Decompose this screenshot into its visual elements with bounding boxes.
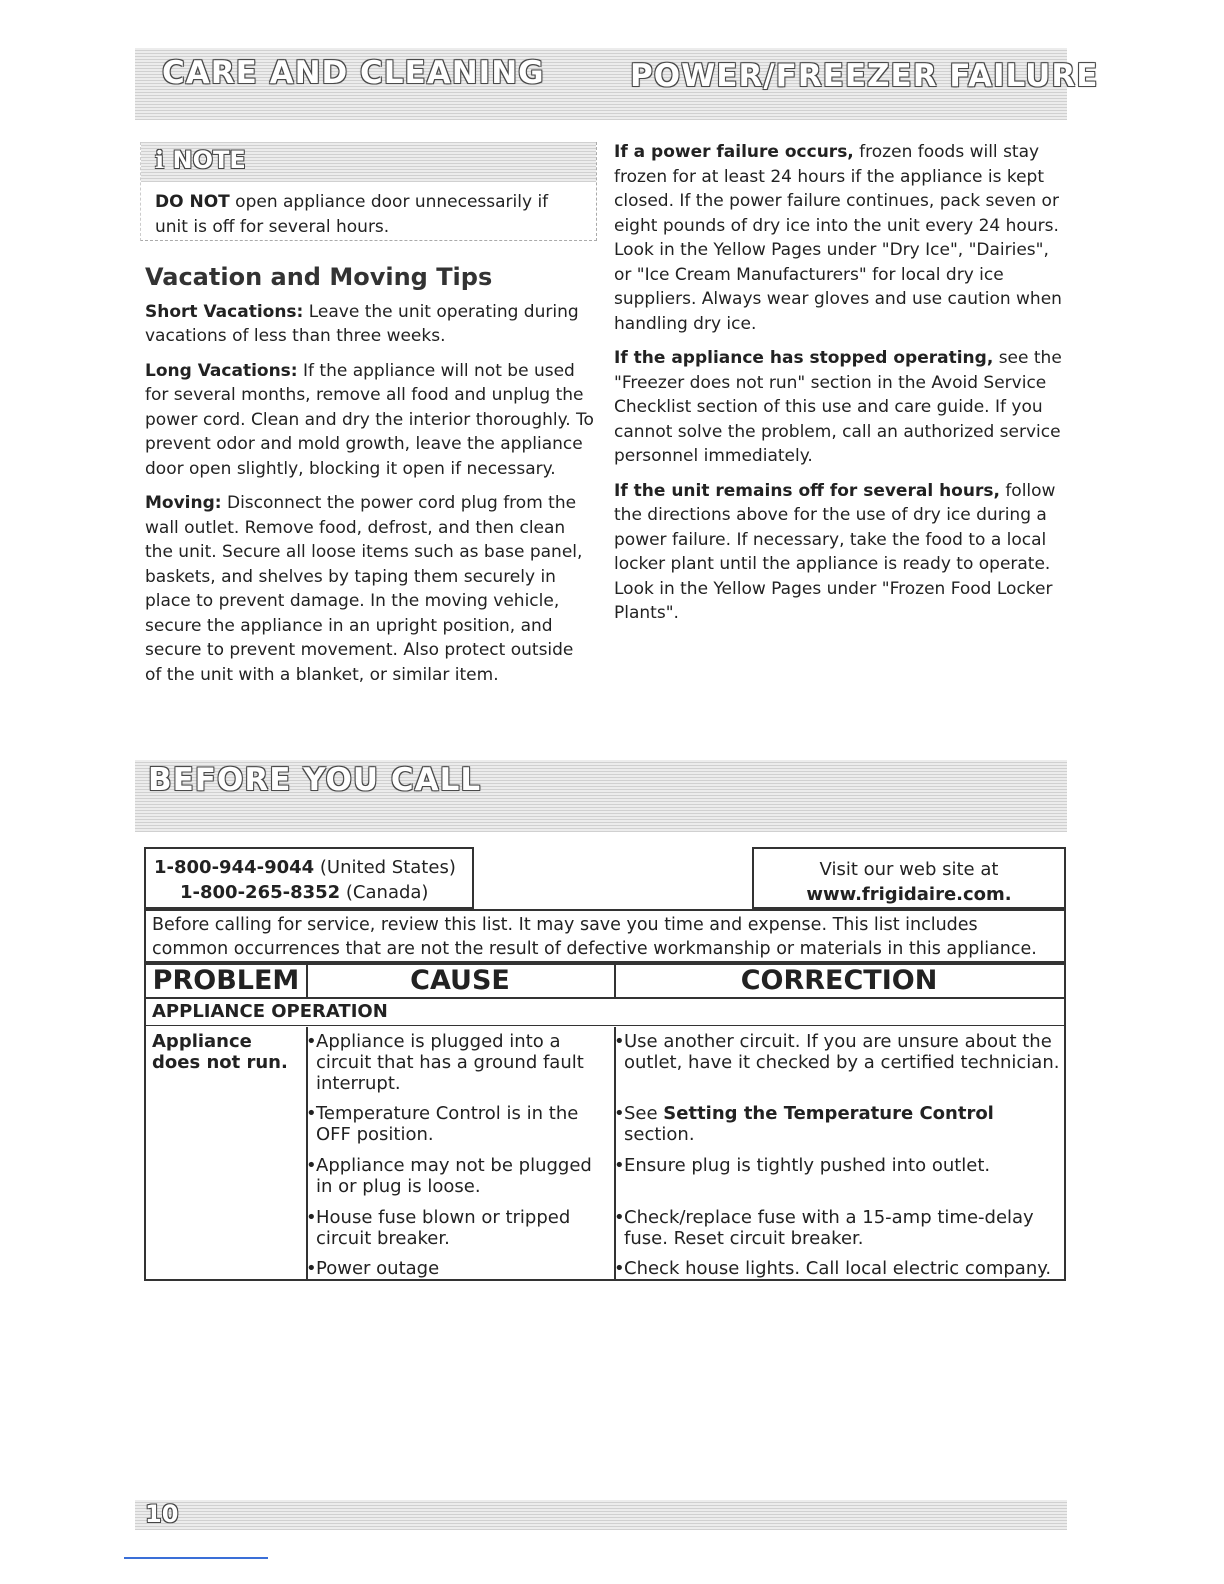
correction-cell: • Use another circuit. If you are unsure about the outlet, have it checked by a certified technician. xyxy=(614,1031,1060,1073)
care-cleaning-title: CARE AND CLEANING xyxy=(162,55,545,91)
header-problem: PROBLEM xyxy=(152,965,300,996)
divider xyxy=(306,1027,308,1281)
info-icon: ℹ xyxy=(155,146,165,174)
correction-cell: • See Setting the Temperature Control section. xyxy=(614,1103,994,1145)
cause-cell: • Power outage xyxy=(306,1258,440,1279)
phone-box: 1-800-944-9044 (United States) 1-800-265-8352 (Canada) xyxy=(144,847,474,909)
before-you-call-title: BEFORE YOU CALL xyxy=(148,762,482,798)
footer-band xyxy=(135,1500,1067,1530)
power-column xyxy=(614,140,1064,636)
phone-canada: 1-800-265-8352 xyxy=(180,882,341,903)
remains-off-paragraph: If the unit remains off for several hours, follow the directions above for the use of dry ice during a power failure. If necessary, take the food to a local locker plant until the appliance is ready to operate. Look in the Yellow Pages under "Frozen Food Locker Plants". xyxy=(614,480,1056,623)
intro-text: Before calling for service, review this list. It may save you time and expense. This list includes common occurrences that are not the result of defective workmanship or materials in this appliance. xyxy=(144,909,1066,963)
power-failure-title: POWER/FREEZER FAILURE xyxy=(630,58,1099,94)
moving-paragraph: Moving: Disconnect the power cord plug from the wall outlet. Remove food, defrost, and then clean the unit. Secure all loose items such as base panel, baskets, and shelves by taping them securely in place to prevent damage. In the moving vehicle, secure the appliance in an upright position, and secure to prevent movement. Also protect outside of the unit with a blanket, or similar item. xyxy=(145,493,583,685)
troubleshooting-table xyxy=(144,963,1066,1281)
page-number: 10 xyxy=(145,1500,179,1528)
note-label: ℹ NOTE xyxy=(155,146,246,174)
cause-cell: • Temperature Control is in the OFF position. xyxy=(306,1103,579,1145)
website-box xyxy=(752,847,1066,909)
divider xyxy=(306,965,308,997)
long-vacations-paragraph: Long Vacations: If the appliance will not be used for several months, remove all food and unplug the power cord. Clean and dry the interior thoroughly. To prevent odor and mold growth, leave the appliance door open slightly, blocking it open if necessary. xyxy=(145,360,594,479)
section-divider xyxy=(146,1025,1064,1026)
cause-cell: • Appliance is plugged into a circuit that has a ground fault interrupt. xyxy=(306,1031,584,1094)
problem-name: Appliance does not run. xyxy=(152,1031,288,1073)
correction-cell: • Check house lights. Call local electric company. xyxy=(614,1258,1052,1279)
visit-text: Visit our web site at xyxy=(819,859,999,880)
section-label: APPLIANCE OPERATION xyxy=(152,1001,388,1022)
website-link[interactable]: www.frigidaire.com. xyxy=(806,884,1012,905)
cause-cell: • Appliance may not be plugged in or plug is loose. xyxy=(306,1155,592,1197)
divider xyxy=(614,965,616,997)
correction-cell: • Ensure plug is tightly pushed into outlet. xyxy=(614,1155,991,1176)
phone-us: 1-800-944-9044 xyxy=(154,857,315,878)
divider xyxy=(614,1027,616,1281)
correction-cell: • Check/replace fuse with a 15-amp time-delay fuse. Reset circuit breaker. xyxy=(614,1207,1034,1249)
power-failure-paragraph: If a power failure occurs, frozen foods will stay frozen for at least 24 hours if the appliance is kept closed. If the power failure continues, pack seven or eight pounds of dry ice into the unit every 24 hours. Look in the Yellow Pages under "Dry Ice", "Dairies", or "Ice Cream Manufacturers" for local dry ice suppliers. Always wear gloves and use caution when handling dry ice. xyxy=(614,142,1062,334)
note-text: DO NOT open appliance door unnecessarily if unit is off for several hours. xyxy=(155,192,549,237)
note-box xyxy=(140,142,597,241)
header-divider xyxy=(146,997,1064,999)
header-correction: CORRECTION xyxy=(740,965,938,996)
cause-cell: • House fuse blown or tripped circuit breaker. xyxy=(306,1207,571,1249)
short-vacations-paragraph: Short Vacations: Leave the unit operating during vacations of less than three weeks. xyxy=(145,301,579,346)
vacation-column xyxy=(145,265,595,697)
bottom-rule xyxy=(124,1557,268,1559)
vacation-heading: Vacation and Moving Tips xyxy=(145,263,493,291)
header-cause: CAUSE xyxy=(410,965,510,996)
stopped-operating-paragraph: If the appliance has stopped operating, see the "Freezer does not run" section in the Avoid Service Checklist section of this use and care guide. If you cannot solve the problem, call an authorized service personnel immediately. xyxy=(614,348,1062,466)
